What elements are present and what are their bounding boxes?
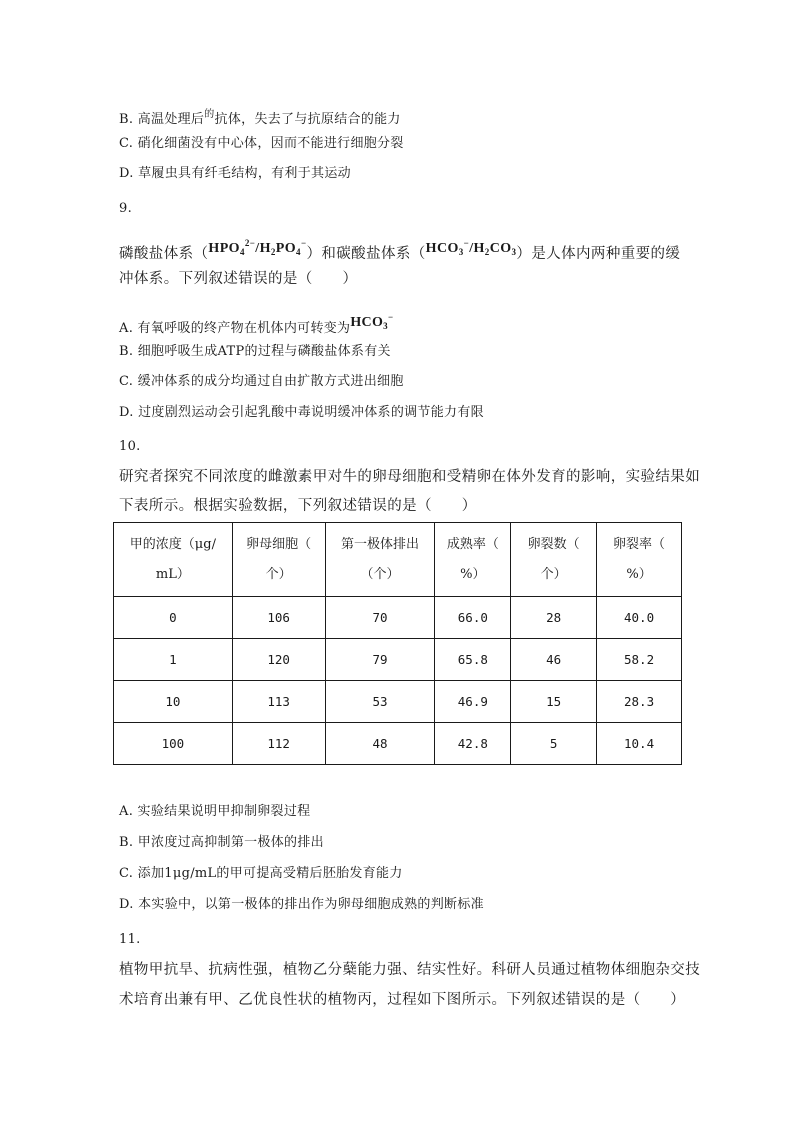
q9-stem-line1: 磷酸盐体系$(HPO_4^{2-}/H_2PO_4^-)$和碳酸盐体系$(HCO_3^-/H_2CO_3)$是人体内两种重要的缓 — [119, 240, 680, 267]
q10-results-table — [113, 522, 682, 765]
table-cell: 120 — [232, 639, 325, 681]
table-cell: 66.0 — [435, 597, 511, 639]
table-cell: 53 — [325, 681, 435, 723]
table-cell: 70 — [325, 597, 435, 639]
table-cell: 15 — [511, 681, 597, 723]
table-cell: 79 — [325, 639, 435, 681]
table-cell: 65.8 — [435, 639, 511, 681]
q10-stem-line1: 研究者探究不同浓度的雌激素甲对牛的卵母细胞和受精卵在体外发育的影响，实验结果如 — [119, 469, 701, 485]
table-cell: 5 — [511, 723, 597, 765]
table-cell: 100 — [114, 723, 233, 765]
table-row — [114, 639, 682, 681]
table-cell: 10 — [114, 681, 233, 723]
header-concentration: 甲的浓度（μg/ mL） — [114, 523, 233, 597]
header-cleavage-rate: 卵裂率（ %） — [597, 523, 682, 597]
table-header-row — [114, 523, 682, 597]
q9-bicarbonate-formula: $HCO_3^-$ — [350, 312, 394, 331]
table-row — [114, 597, 682, 639]
q11-stem-line1: 植物甲抗旱、抗病性强，植物乙分蘖能力强、结实性好。科研人员通过植物体细胞杂交技 — [119, 962, 701, 978]
q10-option-b: B. 甲浓度过高抑制第一极体的排出 — [119, 835, 324, 850]
q11-stem-line2: 术培育出兼有甲、乙优良性状的植物丙，过程如下图所示。下列叙述错误的是（ ） — [119, 992, 686, 1008]
q8-option-b: B. 高温处理后$^的$抗体，失去了与抗原结合的能力 — [119, 109, 401, 127]
q9-option-a: A. 有氧呼吸的终产物在机体内可转变为$HCO_3^-$ — [119, 314, 393, 341]
q9-option-d: D. 过度剧烈运动会引起乳酸中毒说明缓冲体系的调节能力有限 — [119, 405, 484, 420]
q9-option-c: C. 缓冲体系的成分均通过自由扩散方式进出细胞 — [119, 374, 404, 389]
q9-stem-line2: 冲体系。下列叙述错误的是（ ） — [119, 271, 358, 287]
header-maturation-rate: 成熟率（ %） — [435, 523, 511, 597]
q8-option-d: D. 草履虫具有纤毛结构，有利于其运动 — [119, 166, 351, 181]
q10-option-c: C. 添加1μg/mL的甲可提高受精后胚胎发育能力 — [119, 866, 403, 881]
q10-stem-line2: 下表所示。根据实验数据，下列叙述错误的是（ ） — [119, 498, 477, 514]
q10-option-a: A. 实验结果说明甲抑制卵裂过程 — [119, 804, 311, 819]
table-cell: 1 — [114, 639, 233, 681]
header-first-polar-body: 第一极体排出 （个） — [325, 523, 435, 597]
table-row — [114, 723, 682, 765]
q9-option-b: B. 细胞呼吸生成ATP的过程与磷酸盐体系有关 — [119, 344, 391, 359]
q9-carbonate-formula: $HCO_3^-/H_2CO_3$ — [425, 238, 517, 257]
header-cleavage-count: 卵裂数（ 个） — [511, 523, 597, 597]
table-cell: 46 — [511, 639, 597, 681]
header-oocytes: 卵母细胞（ 个） — [232, 523, 325, 597]
table-cell: 48 — [325, 723, 435, 765]
table-cell: 10.4 — [597, 723, 682, 765]
q9-number: 9. — [119, 201, 133, 216]
table-cell: 0 — [114, 597, 233, 639]
table-cell: 42.8 — [435, 723, 511, 765]
table-cell: 40.0 — [597, 597, 682, 639]
q10-number: 10. — [119, 439, 141, 454]
table-cell: 28 — [511, 597, 597, 639]
table-cell: 113 — [232, 681, 325, 723]
q11-number: 11. — [119, 932, 141, 947]
table-cell: 106 — [232, 597, 325, 639]
q10-option-d: D. 本实验中，以第一极体的排出作为卵母细胞成熟的判断标准 — [119, 897, 484, 912]
table-cell: 112 — [232, 723, 325, 765]
table-row — [114, 681, 682, 723]
table-cell: 28.3 — [597, 681, 682, 723]
q8-option-b-superscript: 的 — [204, 109, 215, 120]
q8-option-c: C. 硝化细菌没有中心体，因而不能进行细胞分裂 — [119, 136, 404, 151]
table-cell: 46.9 — [435, 681, 511, 723]
table-cell: 58.2 — [597, 639, 682, 681]
q9-phosphate-formula: $HPO_4^{2-}/H_2PO_4^-$ — [208, 238, 307, 257]
